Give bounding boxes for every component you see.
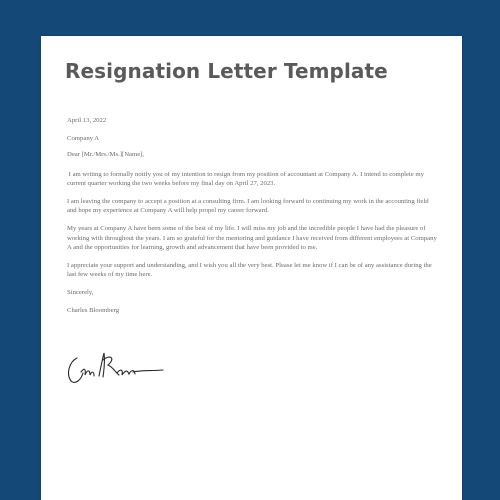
signer-name: Charles Bloomberg bbox=[67, 306, 120, 314]
letter-sheet bbox=[41, 36, 462, 500]
handwritten-signature bbox=[63, 348, 173, 388]
letter-salutation: Dear [Mr./Mrs./Ms.][Name], bbox=[67, 151, 145, 159]
page-title: Resignation Letter Template bbox=[65, 59, 388, 83]
letter-paragraph-4: I appreciate your support and understanding, and I wish you all the very best. Please let me know if I can be of any assistance during the last few weeks of my time here. bbox=[67, 262, 432, 279]
letter-closing: Sincerely, bbox=[67, 289, 94, 297]
letter-date: April 13, 2022 bbox=[67, 117, 107, 124]
letter-recipient: Company A bbox=[67, 135, 100, 143]
letter-paragraph-2: I am leaving the company to accept a position at a consulting firm. I am looking forward to continuing my work in the accounting field and hope my experience at Company A will help propel my career forward. bbox=[67, 198, 429, 215]
letter-paragraph-1: I am writing to formally notify you of my intention to resign from my position of accountant at Company A. I intend to complete my current quarter working the two weeks before my final day on April 27, 2023. bbox=[67, 170, 426, 187]
letter-body bbox=[67, 116, 439, 315]
letter-paragraph-3: My years at Company A have been some of the best of my life. I will miss my job and the incredible people I have had the pleasure of working with throughout the years. I am so grateful for the mentoring and guidance I have received from different employees at Company A and the opportunities for learning, growth and advancement that have been provided to me. bbox=[67, 225, 437, 251]
